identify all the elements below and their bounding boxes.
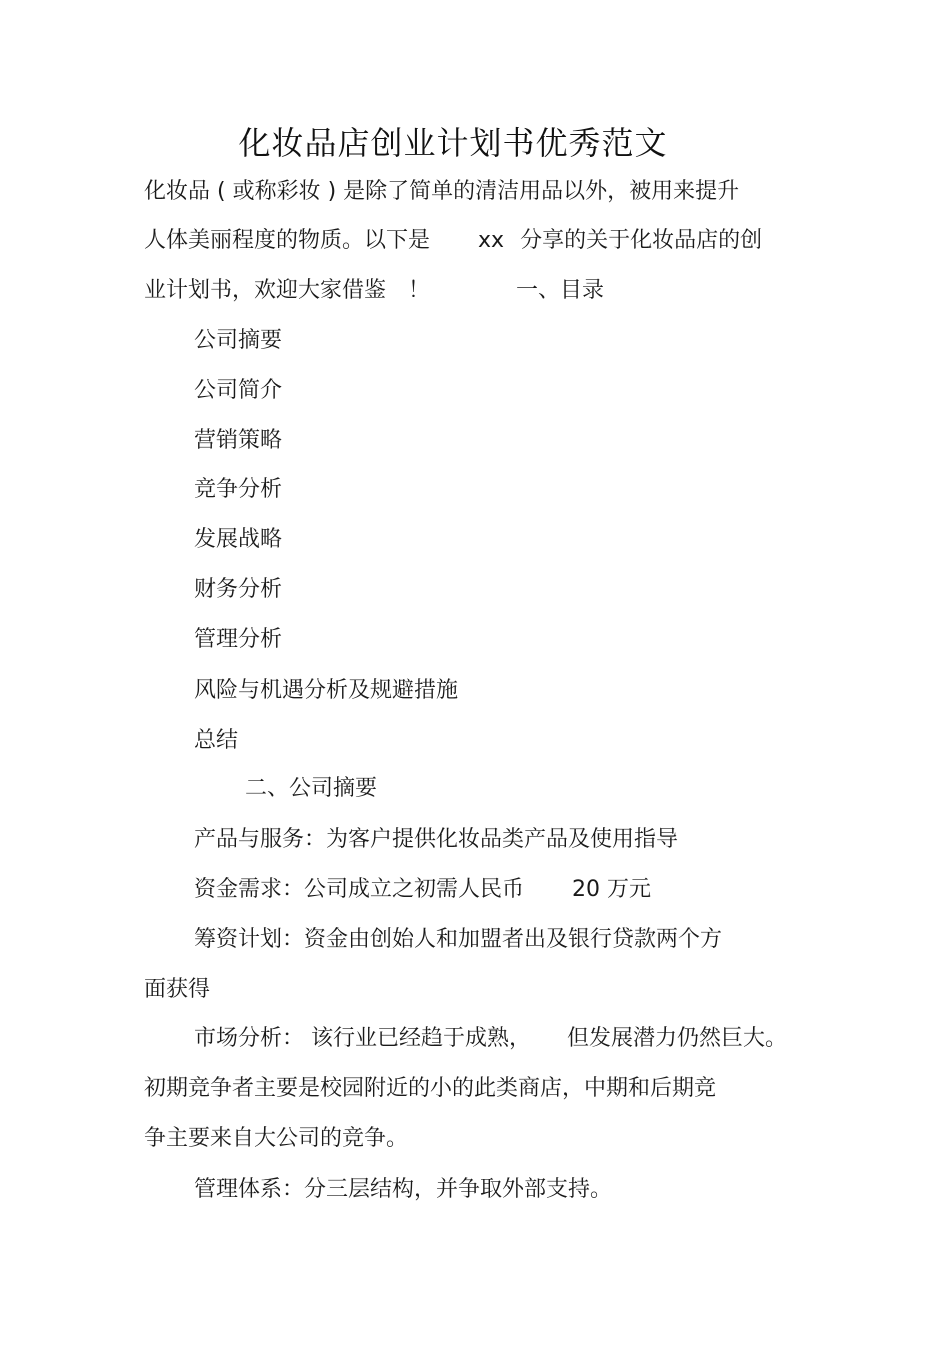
intro-line-2 — [144, 226, 762, 256]
toc-item: 风险与机遇分析及规避措施 — [194, 678, 459, 703]
raising-line-2: 面获得 — [144, 977, 211, 1002]
market-line-1-part-a: 市场分析： 该行业已经趋于成熟， — [194, 1026, 531, 1051]
funding-amount: 20 万元 — [572, 877, 652, 902]
intro-line-3 — [144, 276, 604, 306]
intro-line-2-part-c: 分享的关于化妆品店的创 — [520, 228, 763, 253]
toc-item: 管理分析 — [194, 627, 283, 652]
toc-item: 发展战略 — [194, 527, 283, 552]
intro-line-3-part-a: 业计划书，欢迎大家借鉴 — [144, 278, 387, 303]
raising-line-1: 筹资计划：资金由创始人和加盟者出及银行贷款两个方 — [194, 927, 723, 952]
section-2-heading: 二、公司摘要 — [245, 776, 378, 801]
toc-item: 公司简介 — [194, 378, 283, 403]
toc-item: 财务分析 — [194, 577, 283, 602]
intro-line-1: 化妆品 ( 或称彩妆 ) 是除了简单的清洁用品以外，被用来提升 — [144, 179, 740, 204]
toc-item: 公司摘要 — [194, 328, 283, 353]
intro-author: xx — [478, 228, 505, 253]
funding-line — [194, 875, 651, 905]
toc-item: 总结 — [194, 728, 239, 753]
toc-heading: 一、目录 — [516, 278, 605, 303]
market-line-2: 初期竞争者主要是校园附近的小的此类商店，中期和后期竞 — [144, 1076, 717, 1101]
product-line: 产品与服务：为客户提供化妆品类产品及使用指导 — [194, 827, 679, 852]
intro-line-2-part-a: 人体美丽程度的物质。以下是 — [144, 228, 431, 253]
funding-label: 资金需求：公司成立之初需人民币 — [194, 877, 525, 902]
management-line: 管理体系：分三层结构，并争取外部支持。 — [194, 1177, 613, 1202]
market-line-1-part-b: 但发展潜力仍然巨大。 — [567, 1026, 788, 1051]
intro-exclaim: ！ — [408, 278, 431, 303]
market-line-1 — [194, 1024, 787, 1054]
toc-item: 竞争分析 — [194, 477, 283, 502]
toc-item: 营销策略 — [194, 428, 283, 453]
document-title: 化妆品店创业计划书优秀范文 — [238, 124, 668, 162]
market-line-3: 争主要来自大公司的竞争。 — [144, 1126, 409, 1151]
